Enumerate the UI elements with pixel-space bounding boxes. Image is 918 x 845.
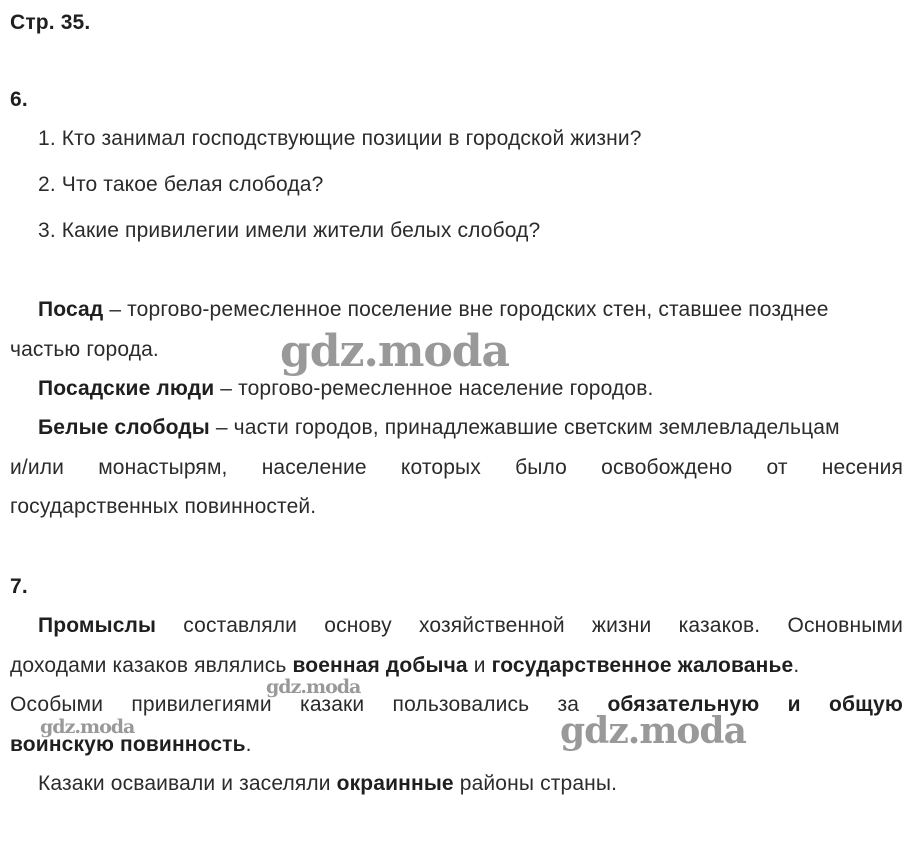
line4-end: .: [245, 733, 252, 756]
watermark-logo: gdz.moda: [280, 326, 510, 377]
task7-paragraph-2: [38, 771, 617, 797]
task-7-number: 7.: [10, 575, 28, 598]
task7-line-3: [10, 692, 903, 718]
bold-word: общую: [829, 693, 903, 716]
word: за: [557, 693, 580, 716]
belye-term: Белые слободы: [38, 416, 210, 439]
belye-def-part-3: государственных повинностей.: [10, 495, 317, 518]
watermark-logo: gdz.moda: [40, 716, 135, 738]
word: которых: [400, 456, 481, 479]
promysly-term: Промыслы: [38, 614, 157, 637]
word: привилегиями: [131, 693, 272, 716]
word: население: [261, 456, 367, 479]
line2-text-c: и: [467, 654, 492, 677]
word: казаки: [300, 693, 365, 716]
word: было: [515, 456, 567, 479]
word: и/или: [10, 456, 65, 479]
word: Основными: [787, 614, 903, 637]
page-label: Стр. 35.: [10, 11, 91, 34]
belye-def-part-2: [10, 455, 903, 481]
p2-text-c: районы страны.: [453, 772, 618, 795]
posadskie-definition: [38, 376, 654, 402]
word: казаков.: [678, 614, 761, 637]
watermark-logo: gdz.moda: [560, 710, 746, 752]
watermark-logo: gdz.moda: [266, 676, 361, 698]
word: несения: [821, 456, 903, 479]
word: пользовались: [392, 693, 530, 716]
word: монастырям,: [98, 456, 228, 479]
voinskaya-povinnost: воинскую повинность: [10, 733, 246, 756]
line2-text-a: доходами казаков являлись: [10, 654, 293, 677]
posad-def-part-1: – торгово-ремесленное поселение вне городских стен, ставшее позднее: [103, 298, 829, 321]
okrainnye: окраинные: [336, 772, 454, 795]
question-3: 3. Какие привилегии имели жители белых слобод?: [38, 219, 541, 242]
word: основу: [324, 614, 392, 637]
word: хозяйственной: [419, 614, 565, 637]
line2-text-e: .: [793, 654, 800, 677]
p2-text-a: Казаки осваивали и заселяли: [38, 772, 337, 795]
word: освобождено: [601, 456, 733, 479]
task7-line-1: [38, 613, 903, 639]
gos-zhalovanye: государственное жалованье: [491, 654, 794, 677]
posadskie-def: – торгово-ремесленное население городов.: [214, 377, 654, 400]
word: Особыми: [10, 693, 104, 716]
task7-line-2: [10, 653, 799, 679]
bold-word: обязательную: [607, 693, 760, 716]
posad-definition: [38, 297, 829, 323]
posad-def-part-2: частью города.: [10, 338, 159, 361]
posadskie-term: Посадские люди: [38, 377, 215, 400]
word: составляли: [183, 614, 298, 637]
task-6-number: 6.: [10, 88, 28, 111]
word: жизни: [591, 614, 652, 637]
bold-word: и: [787, 693, 801, 716]
belye-definition: [38, 415, 840, 441]
question-1: 1. Кто занимал господствующие позиции в городской жизни?: [38, 127, 642, 150]
question-2: 2. Что такое белая слобода?: [38, 173, 324, 196]
voennaya-dobycha: военная добыча: [292, 654, 468, 677]
belye-def-part-1: – части городов, принадлежавшие светским землевладельцам: [209, 416, 840, 439]
posad-term: Посад: [38, 298, 104, 321]
word: от: [766, 456, 788, 479]
